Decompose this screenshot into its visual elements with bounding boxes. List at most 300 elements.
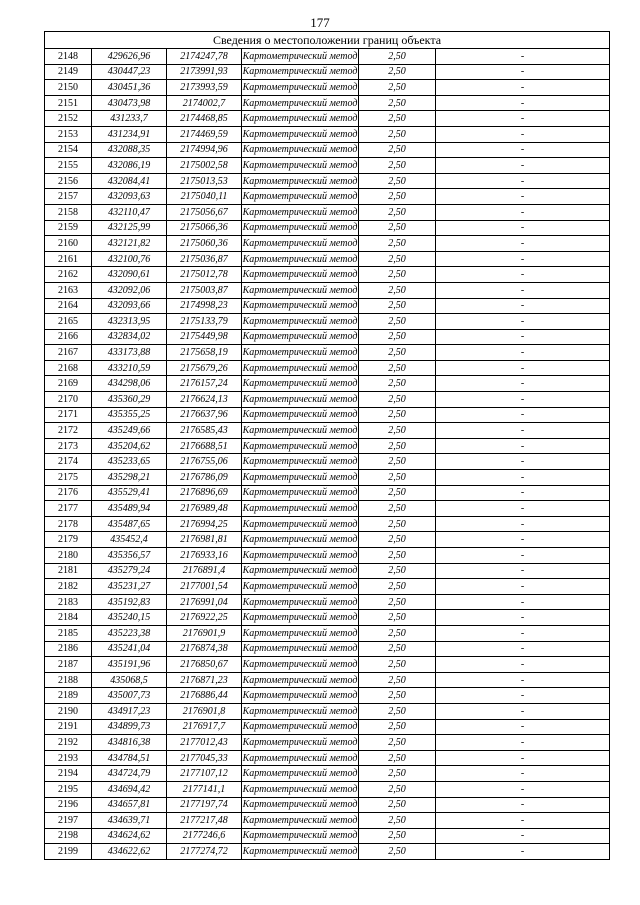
method-cell: Картометрический метод (242, 392, 359, 408)
accuracy-cell: 2,50 (359, 501, 436, 517)
y-coordinate-cell: 2177246,6 (167, 828, 242, 844)
description-cell: - (436, 392, 610, 408)
x-coordinate-cell: 432100,76 (92, 251, 167, 267)
accuracy-cell: 2,50 (359, 657, 436, 673)
table-row (45, 204, 610, 220)
x-coordinate-cell: 435007,73 (92, 688, 167, 704)
table-title-row (45, 32, 610, 49)
x-coordinate-cell: 432125,99 (92, 220, 167, 236)
x-coordinate-cell: 435223,38 (92, 625, 167, 641)
description-cell: - (436, 423, 610, 439)
y-coordinate-cell: 2177217,48 (167, 813, 242, 829)
table-row (45, 781, 610, 797)
point-number-cell: 2195 (45, 781, 92, 797)
method-cell: Картометрический метод (242, 407, 359, 423)
accuracy-cell: 2,50 (359, 548, 436, 564)
description-cell: - (436, 360, 610, 376)
y-coordinate-cell: 2176994,25 (167, 516, 242, 532)
x-coordinate-cell: 434724,79 (92, 766, 167, 782)
table-row (45, 49, 610, 65)
method-cell: Картометрический метод (242, 844, 359, 860)
point-number-cell: 2194 (45, 766, 92, 782)
point-number-cell: 2198 (45, 828, 92, 844)
x-coordinate-cell: 435192,83 (92, 594, 167, 610)
point-number-cell: 2193 (45, 750, 92, 766)
point-number-cell: 2197 (45, 813, 92, 829)
method-cell: Картометрический метод (242, 501, 359, 517)
description-cell: - (436, 454, 610, 470)
method-cell: Картометрический метод (242, 80, 359, 96)
x-coordinate-cell: 435279,24 (92, 563, 167, 579)
x-coordinate-cell: 435233,65 (92, 454, 167, 470)
boundary-coordinates-table (44, 31, 610, 860)
method-cell: Картометрический метод (242, 657, 359, 673)
method-cell: Картометрический метод (242, 220, 359, 236)
table-row (45, 80, 610, 96)
description-cell: - (436, 641, 610, 657)
accuracy-cell: 2,50 (359, 95, 436, 111)
accuracy-cell: 2,50 (359, 64, 436, 80)
table-row (45, 594, 610, 610)
description-cell: - (436, 314, 610, 330)
y-coordinate-cell: 2176901,8 (167, 703, 242, 719)
table-row (45, 360, 610, 376)
method-cell: Картометрический метод (242, 813, 359, 829)
x-coordinate-cell: 432088,35 (92, 142, 167, 158)
description-cell: - (436, 548, 610, 564)
table-row (45, 579, 610, 595)
table-row (45, 766, 610, 782)
point-number-cell: 2186 (45, 641, 92, 657)
y-coordinate-cell: 2175066,36 (167, 220, 242, 236)
description-cell: - (436, 579, 610, 595)
method-cell: Картометрический метод (242, 625, 359, 641)
x-coordinate-cell: 435360,29 (92, 392, 167, 408)
method-cell: Картометрический метод (242, 189, 359, 205)
accuracy-cell: 2,50 (359, 579, 436, 595)
y-coordinate-cell: 2177045,33 (167, 750, 242, 766)
table-row (45, 329, 610, 345)
y-coordinate-cell: 2176688,51 (167, 438, 242, 454)
description-cell: - (436, 625, 610, 641)
x-coordinate-cell: 435191,96 (92, 657, 167, 673)
y-coordinate-cell: 2175040,11 (167, 189, 242, 205)
x-coordinate-cell: 430451,36 (92, 80, 167, 96)
y-coordinate-cell: 2175002,58 (167, 158, 242, 174)
table-row (45, 173, 610, 189)
table-row (45, 64, 610, 80)
point-number-cell: 2179 (45, 532, 92, 548)
page-number: 177 (310, 15, 330, 30)
point-number-cell: 2185 (45, 625, 92, 641)
point-number-cell: 2164 (45, 298, 92, 314)
description-cell: - (436, 703, 610, 719)
table-title: Сведения о местоположении границ объекта (45, 32, 610, 49)
table-row (45, 625, 610, 641)
table-row (45, 423, 610, 439)
description-cell: - (436, 719, 610, 735)
accuracy-cell: 2,50 (359, 563, 436, 579)
point-number-cell: 2155 (45, 158, 92, 174)
table-row (45, 641, 610, 657)
method-cell: Картометрический метод (242, 610, 359, 626)
table-row (45, 438, 610, 454)
method-cell: Картометрический метод (242, 485, 359, 501)
description-cell: - (436, 204, 610, 220)
description-cell: - (436, 657, 610, 673)
x-coordinate-cell: 432093,66 (92, 298, 167, 314)
method-cell: Картометрический метод (242, 111, 359, 127)
x-coordinate-cell: 434694,42 (92, 781, 167, 797)
table-row (45, 610, 610, 626)
method-cell: Картометрический метод (242, 126, 359, 142)
y-coordinate-cell: 2174998,23 (167, 298, 242, 314)
x-coordinate-cell: 435240,15 (92, 610, 167, 626)
table-row (45, 532, 610, 548)
method-cell: Картометрический метод (242, 563, 359, 579)
description-cell: - (436, 126, 610, 142)
point-number-cell: 2188 (45, 672, 92, 688)
method-cell: Картометрический метод (242, 516, 359, 532)
y-coordinate-cell: 2177197,74 (167, 797, 242, 813)
point-number-cell: 2159 (45, 220, 92, 236)
description-cell: - (436, 813, 610, 829)
point-number-cell: 2171 (45, 407, 92, 423)
point-number-cell: 2183 (45, 594, 92, 610)
description-cell: - (436, 735, 610, 751)
description-cell: - (436, 376, 610, 392)
y-coordinate-cell: 2175658,19 (167, 345, 242, 361)
accuracy-cell: 2,50 (359, 641, 436, 657)
x-coordinate-cell: 430447,23 (92, 64, 167, 80)
accuracy-cell: 2,50 (359, 813, 436, 829)
y-coordinate-cell: 2176989,48 (167, 501, 242, 517)
accuracy-cell: 2,50 (359, 625, 436, 641)
description-cell: - (436, 563, 610, 579)
description-cell: - (436, 501, 610, 517)
y-coordinate-cell: 2175003,87 (167, 282, 242, 298)
x-coordinate-cell: 432313,95 (92, 314, 167, 330)
accuracy-cell: 2,50 (359, 797, 436, 813)
table-row (45, 797, 610, 813)
point-number-cell: 2184 (45, 610, 92, 626)
description-cell: - (436, 516, 610, 532)
y-coordinate-cell: 2176637,96 (167, 407, 242, 423)
x-coordinate-cell: 434784,51 (92, 750, 167, 766)
x-coordinate-cell: 434899,73 (92, 719, 167, 735)
accuracy-cell: 2,50 (359, 594, 436, 610)
table-row (45, 407, 610, 423)
accuracy-cell: 2,50 (359, 282, 436, 298)
y-coordinate-cell: 2176886,44 (167, 688, 242, 704)
table-row (45, 735, 610, 751)
accuracy-cell: 2,50 (359, 158, 436, 174)
x-coordinate-cell: 434816,38 (92, 735, 167, 751)
point-number-cell: 2170 (45, 392, 92, 408)
x-coordinate-cell: 432834,02 (92, 329, 167, 345)
point-number-cell: 2182 (45, 579, 92, 595)
table-row (45, 828, 610, 844)
x-coordinate-cell: 429626,96 (92, 49, 167, 65)
description-cell: - (436, 844, 610, 860)
method-cell: Картометрический метод (242, 204, 359, 220)
method-cell: Картометрический метод (242, 594, 359, 610)
description-cell: - (436, 173, 610, 189)
method-cell: Картометрический метод (242, 579, 359, 595)
table-row (45, 95, 610, 111)
y-coordinate-cell: 2175060,36 (167, 236, 242, 252)
point-number-cell: 2173 (45, 438, 92, 454)
description-cell: - (436, 49, 610, 65)
point-number-cell: 2158 (45, 204, 92, 220)
point-number-cell: 2154 (45, 142, 92, 158)
point-number-cell: 2196 (45, 797, 92, 813)
description-cell: - (436, 111, 610, 127)
table-row (45, 111, 610, 127)
method-cell: Картометрический метод (242, 49, 359, 65)
accuracy-cell: 2,50 (359, 438, 436, 454)
description-cell: - (436, 610, 610, 626)
table-row (45, 548, 610, 564)
point-number-cell: 2151 (45, 95, 92, 111)
y-coordinate-cell: 2176917,7 (167, 719, 242, 735)
method-cell: Картометрический метод (242, 345, 359, 361)
table-row (45, 485, 610, 501)
accuracy-cell: 2,50 (359, 220, 436, 236)
x-coordinate-cell: 434917,23 (92, 703, 167, 719)
point-number-cell: 2148 (45, 49, 92, 65)
y-coordinate-cell: 2177107,12 (167, 766, 242, 782)
x-coordinate-cell: 432092,06 (92, 282, 167, 298)
point-number-cell: 2163 (45, 282, 92, 298)
point-number-cell: 2153 (45, 126, 92, 142)
y-coordinate-cell: 2176624,13 (167, 392, 242, 408)
table-row (45, 672, 610, 688)
table-row (45, 719, 610, 735)
x-coordinate-cell: 435204,62 (92, 438, 167, 454)
table-row (45, 813, 610, 829)
table-row (45, 501, 610, 517)
y-coordinate-cell: 2176933,16 (167, 548, 242, 564)
method-cell: Картометрический метод (242, 64, 359, 80)
x-coordinate-cell: 435529,41 (92, 485, 167, 501)
y-coordinate-cell: 2174469,59 (167, 126, 242, 142)
x-coordinate-cell: 432090,61 (92, 267, 167, 283)
y-coordinate-cell: 2176585,43 (167, 423, 242, 439)
y-coordinate-cell: 2175056,67 (167, 204, 242, 220)
description-cell: - (436, 688, 610, 704)
accuracy-cell: 2,50 (359, 392, 436, 408)
description-cell: - (436, 95, 610, 111)
y-coordinate-cell: 2176850,67 (167, 657, 242, 673)
accuracy-cell: 2,50 (359, 750, 436, 766)
method-cell: Картометрический метод (242, 470, 359, 486)
x-coordinate-cell: 433173,88 (92, 345, 167, 361)
point-number-cell: 2199 (45, 844, 92, 860)
accuracy-cell: 2,50 (359, 251, 436, 267)
x-coordinate-cell: 432093,63 (92, 189, 167, 205)
y-coordinate-cell: 2174468,85 (167, 111, 242, 127)
method-cell: Картометрический метод (242, 781, 359, 797)
method-cell: Картометрический метод (242, 173, 359, 189)
accuracy-cell: 2,50 (359, 423, 436, 439)
y-coordinate-cell: 2175012,78 (167, 267, 242, 283)
method-cell: Картометрический метод (242, 688, 359, 704)
accuracy-cell: 2,50 (359, 454, 436, 470)
y-coordinate-cell: 2176891,4 (167, 563, 242, 579)
point-number-cell: 2168 (45, 360, 92, 376)
x-coordinate-cell: 435356,57 (92, 548, 167, 564)
description-cell: - (436, 189, 610, 205)
point-number-cell: 2178 (45, 516, 92, 532)
description-cell: - (436, 750, 610, 766)
table-row (45, 392, 610, 408)
description-cell: - (436, 438, 610, 454)
method-cell: Картометрический метод (242, 828, 359, 844)
x-coordinate-cell: 431233,7 (92, 111, 167, 127)
method-cell: Картометрический метод (242, 251, 359, 267)
x-coordinate-cell: 434639,71 (92, 813, 167, 829)
description-cell: - (436, 672, 610, 688)
x-coordinate-cell: 435452,4 (92, 532, 167, 548)
method-cell: Картометрический метод (242, 672, 359, 688)
table-row (45, 688, 610, 704)
table-row (45, 126, 610, 142)
description-cell: - (436, 158, 610, 174)
x-coordinate-cell: 435487,65 (92, 516, 167, 532)
accuracy-cell: 2,50 (359, 766, 436, 782)
x-coordinate-cell: 432121,82 (92, 236, 167, 252)
description-cell: - (436, 532, 610, 548)
accuracy-cell: 2,50 (359, 111, 436, 127)
x-coordinate-cell: 434657,81 (92, 797, 167, 813)
y-coordinate-cell: 2176896,69 (167, 485, 242, 501)
table-row (45, 376, 610, 392)
method-cell: Картометрический метод (242, 532, 359, 548)
x-coordinate-cell: 435068,5 (92, 672, 167, 688)
y-coordinate-cell: 2175133,79 (167, 314, 242, 330)
point-number-cell: 2152 (45, 111, 92, 127)
method-cell: Картометрический метод (242, 314, 359, 330)
x-coordinate-cell: 434622,62 (92, 844, 167, 860)
point-number-cell: 2160 (45, 236, 92, 252)
table-row (45, 750, 610, 766)
accuracy-cell: 2,50 (359, 189, 436, 205)
method-cell: Картометрический метод (242, 282, 359, 298)
point-number-cell: 2189 (45, 688, 92, 704)
accuracy-cell: 2,50 (359, 844, 436, 860)
table-row (45, 454, 610, 470)
description-cell: - (436, 251, 610, 267)
point-number-cell: 2181 (45, 563, 92, 579)
y-coordinate-cell: 2176981,81 (167, 532, 242, 548)
accuracy-cell: 2,50 (359, 610, 436, 626)
x-coordinate-cell: 430473,98 (92, 95, 167, 111)
x-coordinate-cell: 435298,21 (92, 470, 167, 486)
method-cell: Картометрический метод (242, 548, 359, 564)
y-coordinate-cell: 2176157,24 (167, 376, 242, 392)
point-number-cell: 2174 (45, 454, 92, 470)
method-cell: Картометрический метод (242, 719, 359, 735)
accuracy-cell: 2,50 (359, 329, 436, 345)
accuracy-cell: 2,50 (359, 532, 436, 548)
table-row (45, 516, 610, 532)
point-number-cell: 2149 (45, 64, 92, 80)
accuracy-cell: 2,50 (359, 485, 436, 501)
description-cell: - (436, 236, 610, 252)
accuracy-cell: 2,50 (359, 828, 436, 844)
description-cell: - (436, 329, 610, 345)
point-number-cell: 2166 (45, 329, 92, 345)
point-number-cell: 2187 (45, 657, 92, 673)
y-coordinate-cell: 2176922,25 (167, 610, 242, 626)
method-cell: Картометрический метод (242, 750, 359, 766)
table-row (45, 345, 610, 361)
method-cell: Картометрический метод (242, 766, 359, 782)
description-cell: - (436, 267, 610, 283)
accuracy-cell: 2,50 (359, 719, 436, 735)
point-number-cell: 2167 (45, 345, 92, 361)
point-number-cell: 2156 (45, 173, 92, 189)
x-coordinate-cell: 432086,19 (92, 158, 167, 174)
accuracy-cell: 2,50 (359, 173, 436, 189)
table-row (45, 703, 610, 719)
method-cell: Картометрический метод (242, 423, 359, 439)
y-coordinate-cell: 2173991,93 (167, 64, 242, 80)
method-cell: Картометрический метод (242, 142, 359, 158)
y-coordinate-cell: 2176755,06 (167, 454, 242, 470)
y-coordinate-cell: 2174247,78 (167, 49, 242, 65)
y-coordinate-cell: 2175013,53 (167, 173, 242, 189)
accuracy-cell: 2,50 (359, 672, 436, 688)
description-cell: - (436, 797, 610, 813)
point-number-cell: 2175 (45, 470, 92, 486)
x-coordinate-cell: 435489,94 (92, 501, 167, 517)
point-number-cell: 2180 (45, 548, 92, 564)
point-number-cell: 2169 (45, 376, 92, 392)
description-cell: - (436, 594, 610, 610)
description-cell: - (436, 142, 610, 158)
point-number-cell: 2176 (45, 485, 92, 501)
description-cell: - (436, 485, 610, 501)
accuracy-cell: 2,50 (359, 470, 436, 486)
y-coordinate-cell: 2177001,54 (167, 579, 242, 595)
accuracy-cell: 2,50 (359, 735, 436, 751)
table-row (45, 267, 610, 283)
point-number-cell: 2172 (45, 423, 92, 439)
method-cell: Картометрический метод (242, 236, 359, 252)
x-coordinate-cell: 435231,27 (92, 579, 167, 595)
x-coordinate-cell: 435249,66 (92, 423, 167, 439)
x-coordinate-cell: 434298,06 (92, 376, 167, 392)
x-coordinate-cell: 432110,47 (92, 204, 167, 220)
accuracy-cell: 2,50 (359, 376, 436, 392)
description-cell: - (436, 781, 610, 797)
description-cell: - (436, 828, 610, 844)
y-coordinate-cell: 2176991,04 (167, 594, 242, 610)
description-cell: - (436, 470, 610, 486)
y-coordinate-cell: 2173993,59 (167, 80, 242, 96)
table-row (45, 220, 610, 236)
y-coordinate-cell: 2175679,26 (167, 360, 242, 376)
method-cell: Картометрический метод (242, 438, 359, 454)
x-coordinate-cell: 433210,59 (92, 360, 167, 376)
point-number-cell: 2161 (45, 251, 92, 267)
accuracy-cell: 2,50 (359, 516, 436, 532)
table-row (45, 563, 610, 579)
y-coordinate-cell: 2176786,09 (167, 470, 242, 486)
accuracy-cell: 2,50 (359, 781, 436, 797)
